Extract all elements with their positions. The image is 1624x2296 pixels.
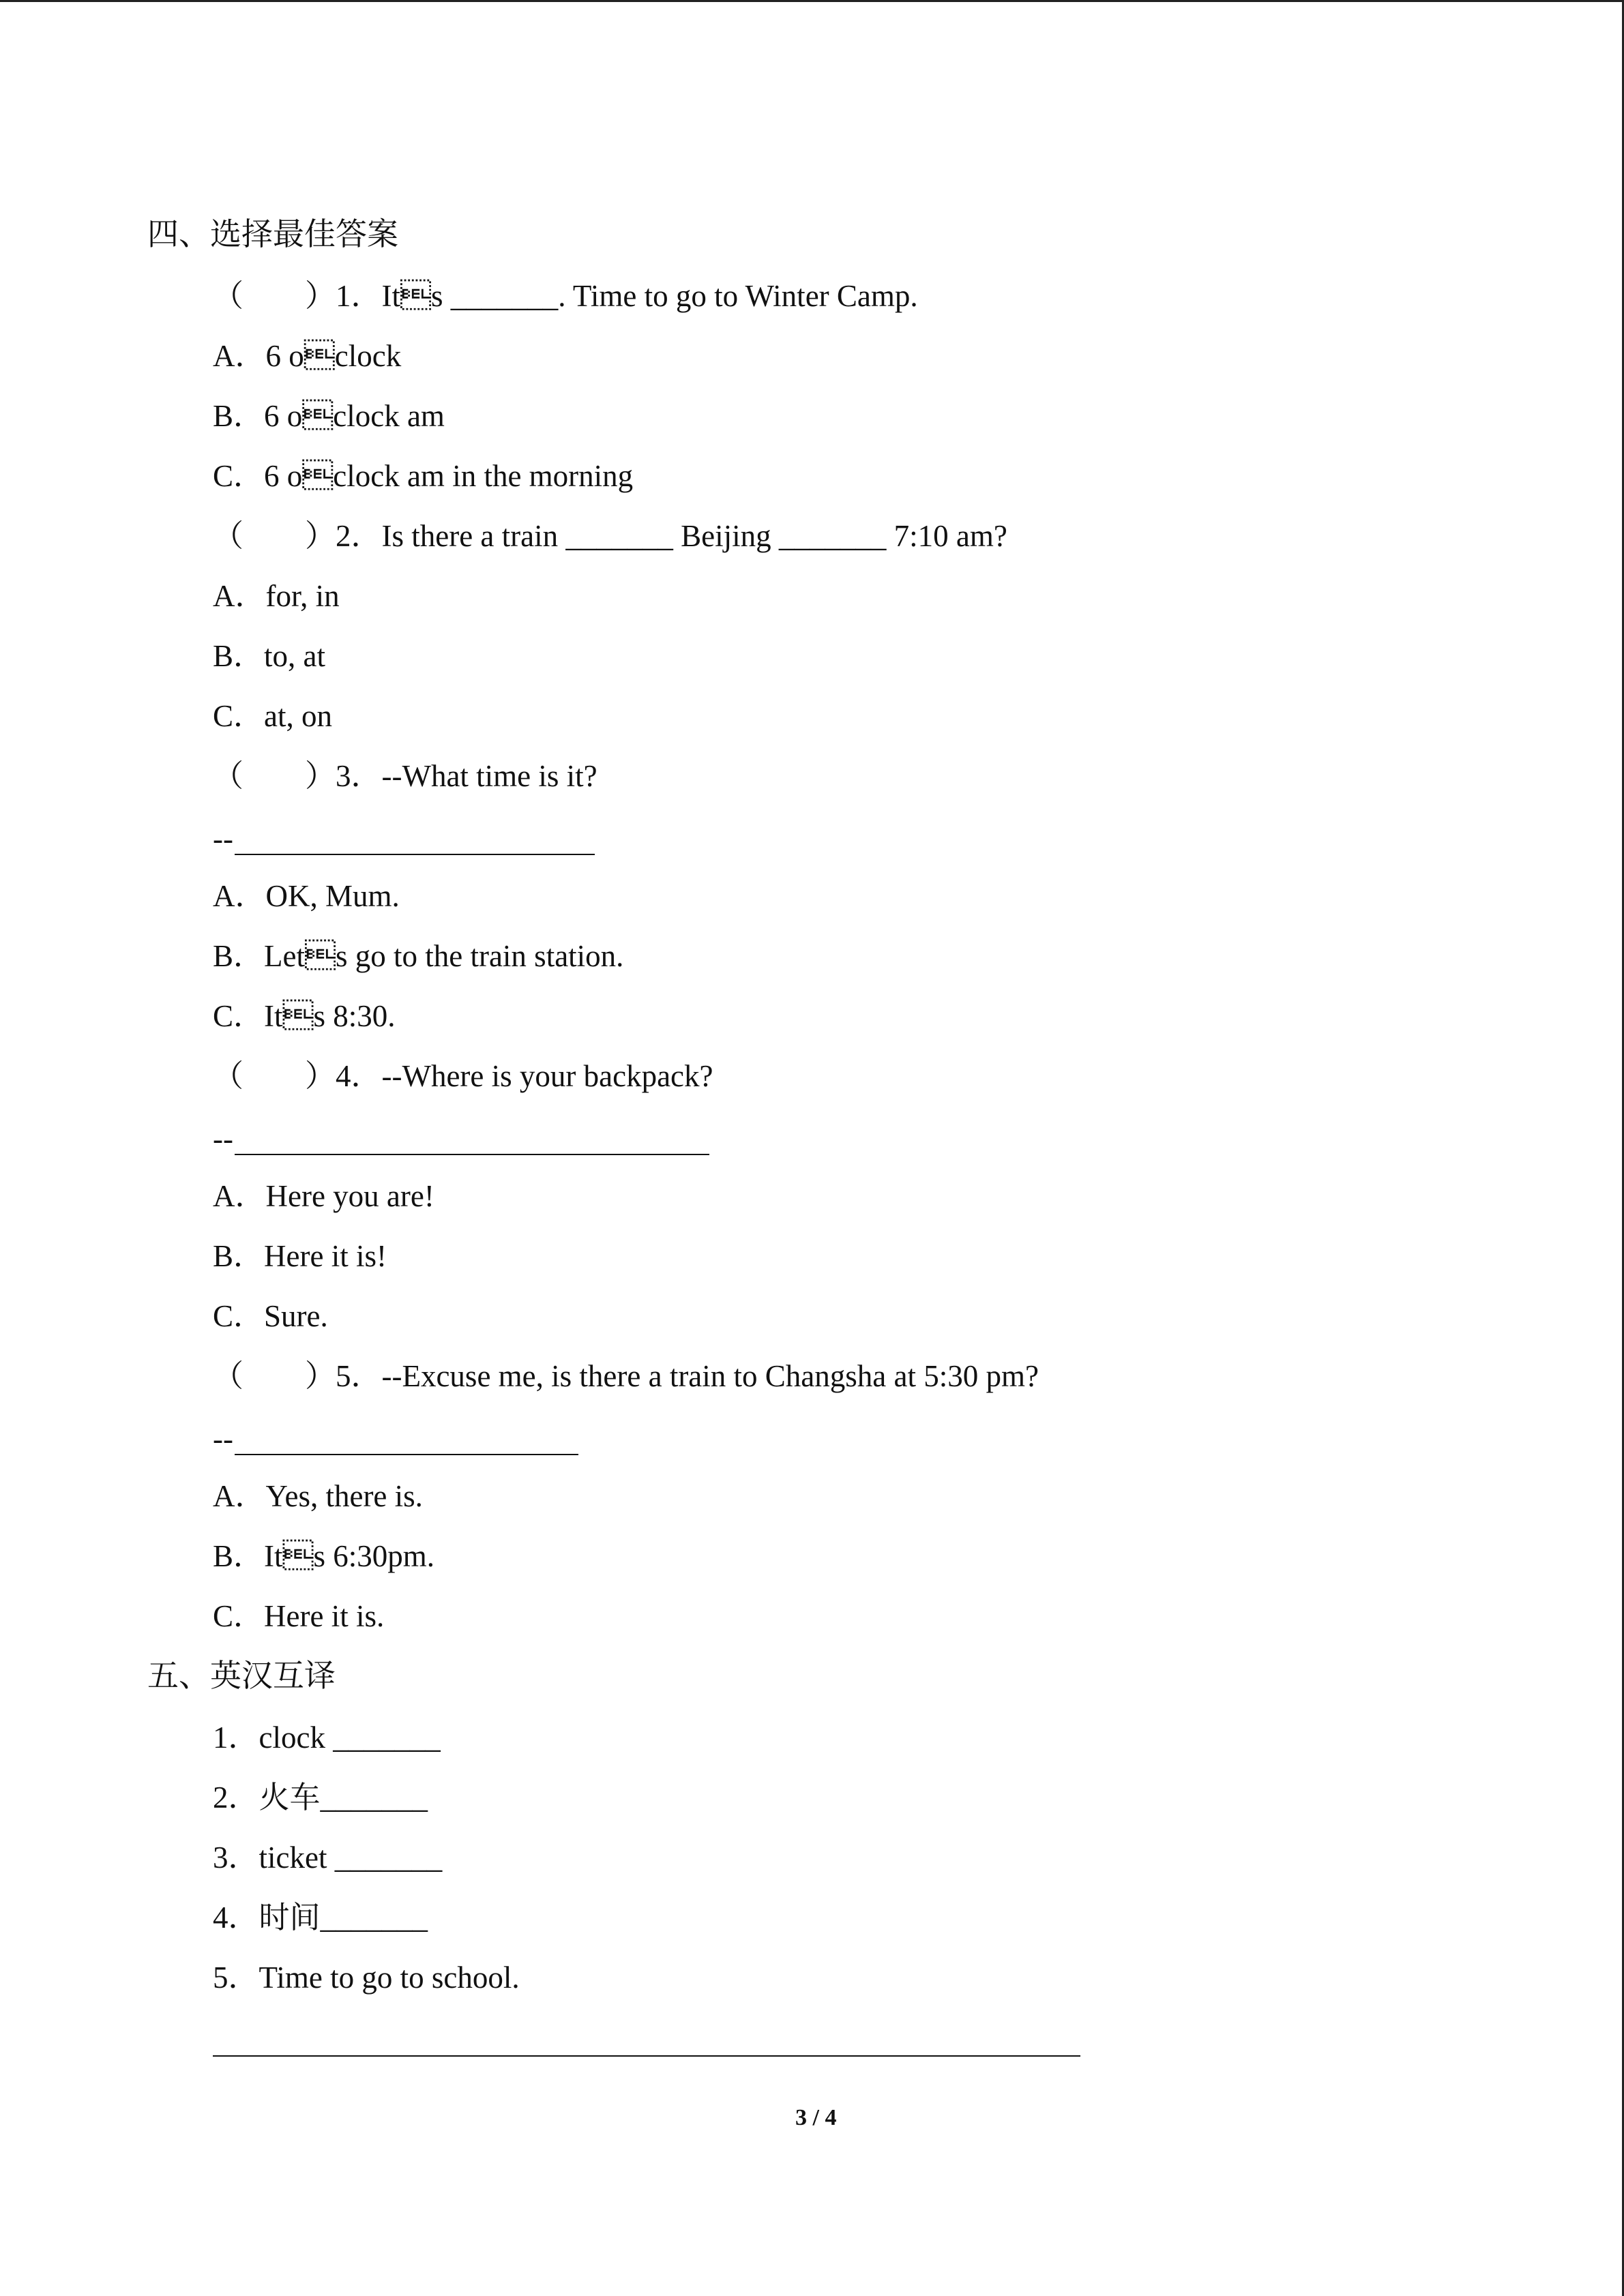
- section-4-title: 四、选择最佳答案: [147, 217, 398, 252]
- q3-answer-prefix: --: [213, 822, 233, 856]
- page-number: 3 / 4: [795, 2105, 837, 2130]
- translate-item-4: 4．时间_______: [213, 1900, 428, 1935]
- question-5: （ ）5．--Excuse me, is there a train to Changsha at 5:30 pm?: [213, 1359, 1039, 1393]
- q3-answer-line: [235, 854, 595, 855]
- q1-option-b: B．6 oclock am: [213, 399, 445, 433]
- translate-item-3: 3．ticket _______: [213, 1840, 443, 1875]
- item-5-answer-line: [213, 2055, 1080, 2057]
- question-3: （ ）3．--What time is it?: [213, 759, 597, 793]
- q2-option-b: B．to, at: [213, 639, 325, 673]
- q4-option-b: B．Here it is!: [213, 1239, 387, 1273]
- section-5-title: 五、英汉互译: [147, 1658, 336, 1693]
- q5-option-b: B．Its 6:30pm.: [213, 1539, 435, 1573]
- q4-option-c: C．Sure.: [213, 1299, 328, 1333]
- q4-answer-prefix: --: [213, 1122, 233, 1156]
- question-4: （ ）4．--Where is your backpack?: [213, 1059, 713, 1093]
- q1-option-c: C．6 oclock am in the morning: [213, 459, 634, 493]
- q3-option-b: B．Lets go to the train station.: [213, 939, 624, 973]
- question-2: （ ）2．Is there a train _______ Beijing _______ 7:10 am?: [213, 519, 1007, 553]
- q3-option-c: C．Its 8:30.: [213, 999, 396, 1033]
- q5-answer-line: [235, 1454, 578, 1455]
- question-1: （ ）1．Its _______. Time to go to Winter Camp.: [213, 279, 918, 313]
- q3-option-a: A．OK, Mum.: [213, 879, 400, 913]
- page-border-top: [0, 0, 1624, 2]
- q5-answer-prefix: --: [213, 1422, 233, 1456]
- q2-option-a: A．for, in: [213, 579, 340, 613]
- q1-option-a: A．6 oclock: [213, 339, 402, 373]
- translate-item-5: 5．Time to go to school.: [213, 1960, 520, 1995]
- q4-answer-line: [235, 1154, 709, 1155]
- q2-option-c: C．at, on: [213, 699, 332, 733]
- translate-item-1: 1．clock _______: [213, 1720, 441, 1755]
- q5-option-a: A．Yes, there is.: [213, 1479, 423, 1513]
- q4-option-a: A．Here you are!: [213, 1179, 434, 1213]
- q5-option-c: C．Here it is.: [213, 1599, 385, 1633]
- translate-item-2: 2．火车_______: [213, 1780, 428, 1815]
